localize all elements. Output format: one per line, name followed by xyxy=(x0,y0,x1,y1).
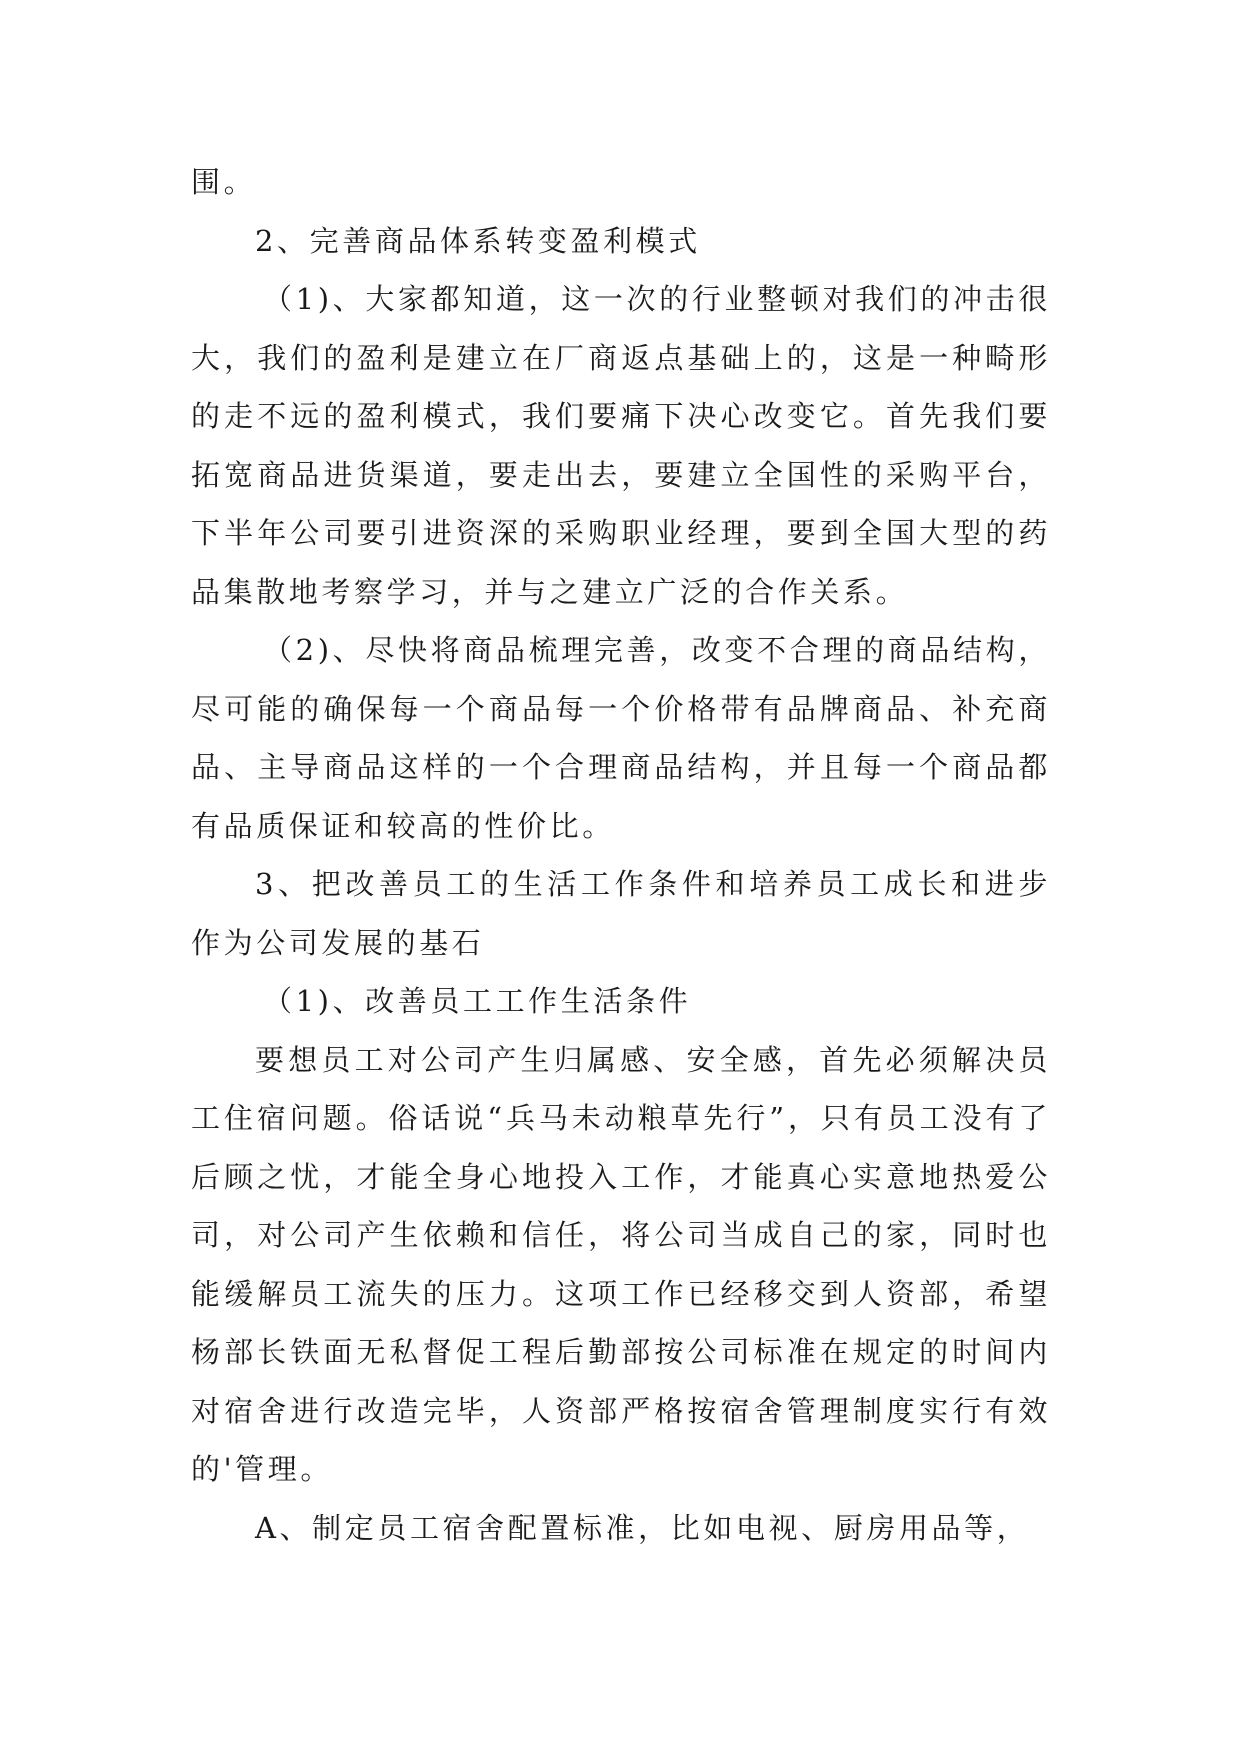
paragraph-housing: 要想员工对公司产生归属感、安全感，首先必须解决员工住宿问题。俗话说“兵马未动粮草先行”，只有员工没有了后顾之忧，才能全身心地投入工作，才能真心实意地热爱公司，对公司产生依赖和信任，将公司当成自己的家，同时也能缓解员工流失的压力。这项工作已经移交到人资部，希望杨部长铁面无私督促工程后勤部按公司标准在规定的时间内对宿舍进行改造完毕，人资部严格按宿舍管理制度实行有效的'管理。 xyxy=(191,1042,1051,1486)
paragraph-item-2: （2)、尽快将商品梳理完善，改变不合理的商品结构，尽可能的确保每一个商品每一个价格带有品牌商品、补充商品、主导商品这样的一个合理商品结构，并且每一个商品都有品质保证和较高的性价比。 xyxy=(191,633,1051,843)
paragraph-item-1: （1)、大家都知道，这一次的行业整顿对我们的冲击很大，我们的盈利是建立在厂商返点基础上的，这是一种畸形的走不远的盈利模式，我们要痛下决心改变它。首先我们要拓宽商品进货渠道，要走出去，要建立全国性的采购平台，下半年公司要引进资深的采购职业经理，要到全国大型的药品集散地考察学习，并与之建立广泛的合作关系。 xyxy=(191,282,1051,609)
subsection-heading-1: （1)、改善员工工作生活条件 xyxy=(263,984,692,1018)
document-body xyxy=(191,153,1051,1557)
section-heading-2: 2、完善商品体系转变盈利模式 xyxy=(255,223,701,258)
paragraph-continuation: 围。 xyxy=(191,165,257,199)
section-heading-3: 3、把改善员工的生活工作条件和培养员工成长和进步作为公司发展的基石 xyxy=(191,867,1051,960)
paragraph-item-a: A、制定员工宿舍配置标准，比如电视、厨房用品等， xyxy=(255,1510,1030,1545)
